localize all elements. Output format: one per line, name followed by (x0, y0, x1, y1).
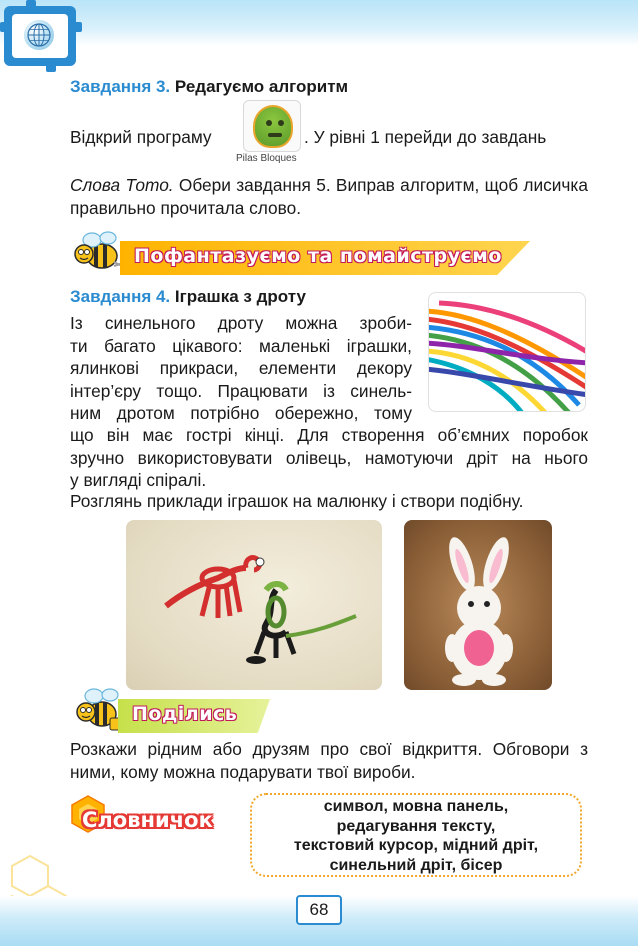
banner-share-title: Поділись (132, 703, 238, 725)
task4-line: інтер’єру тощо. Працювати із синель- (70, 380, 412, 401)
globe-icon (22, 18, 56, 52)
task4-line: Із синельного дроту можна зроби- (70, 313, 412, 333)
banner-fantasize (120, 241, 530, 275)
wire-dinosaur-toys-image (126, 520, 382, 690)
task3-continuation (70, 174, 588, 219)
banner-share (118, 699, 270, 733)
dictionary-label: Словничок (82, 808, 213, 832)
task4-line: ялинкові прикраси, елементи декору (70, 358, 412, 378)
program-caption: Pilas Bloques (236, 153, 297, 164)
wire-bunny-toy-image (404, 520, 552, 690)
top-banner (0, 0, 638, 46)
task3-title: Редагуємо алгоритм (174, 77, 349, 96)
task4-line: що він має гострі кінці. Для створення об’ємних поробок (70, 425, 588, 445)
task4-paragraph-wide (70, 424, 588, 492)
dictionary-line: синельний дріт, бісер (329, 856, 503, 874)
task4-title: Іграшка з дроту (174, 287, 306, 306)
pilas-bloques-icon[interactable] (243, 100, 301, 152)
task4-heading (70, 287, 306, 307)
page-number: 68 (296, 895, 342, 925)
task3-heading (70, 77, 348, 97)
task4-line: ти багато цікавого: маленькі іграшки, (70, 335, 412, 356)
task4-number: Завдання 4. (70, 287, 171, 306)
task3-italic-title: Слова Тото. (70, 175, 174, 195)
task4-paragraph-narrow (70, 312, 412, 425)
task3-text-after-icon: . У рівні 1 перейди до завдань (304, 127, 547, 147)
dictionary-box (250, 793, 582, 877)
task3-continuation-text: Обери завдання 5. Виправ алгоритм, щоб лисичка правильно прочитала слово. (70, 175, 588, 218)
task4-line: ним дротом потрібно обережно, тому (70, 403, 412, 423)
dictionary-line: текстовий курсор, мідний дріт, (293, 837, 539, 854)
chenille-wires-image (428, 292, 586, 412)
banner-fantasize-title: Пофантазуємо та помайструємо (134, 245, 502, 267)
dictionary-line: редагування тексту, (336, 817, 496, 835)
task4-line: зручно використовувати олівець, намотуючи дріт на нього (70, 447, 588, 468)
task4-instruction: Розглянь приклади іграшок на малюнку і створи подібну. (70, 491, 524, 511)
share-text: Розкажи рідним або друзям про свої відкриття. Обговори з ними, кому можна подарувати твої вироби. (70, 739, 588, 782)
task4-line: у вигляді спіралі. (70, 470, 207, 490)
task3-text-before-icon: Відкрий програму (70, 127, 212, 147)
task3-number: Завдання 3. (70, 77, 171, 96)
dictionary-line: символ, мовна панель, (323, 798, 509, 815)
